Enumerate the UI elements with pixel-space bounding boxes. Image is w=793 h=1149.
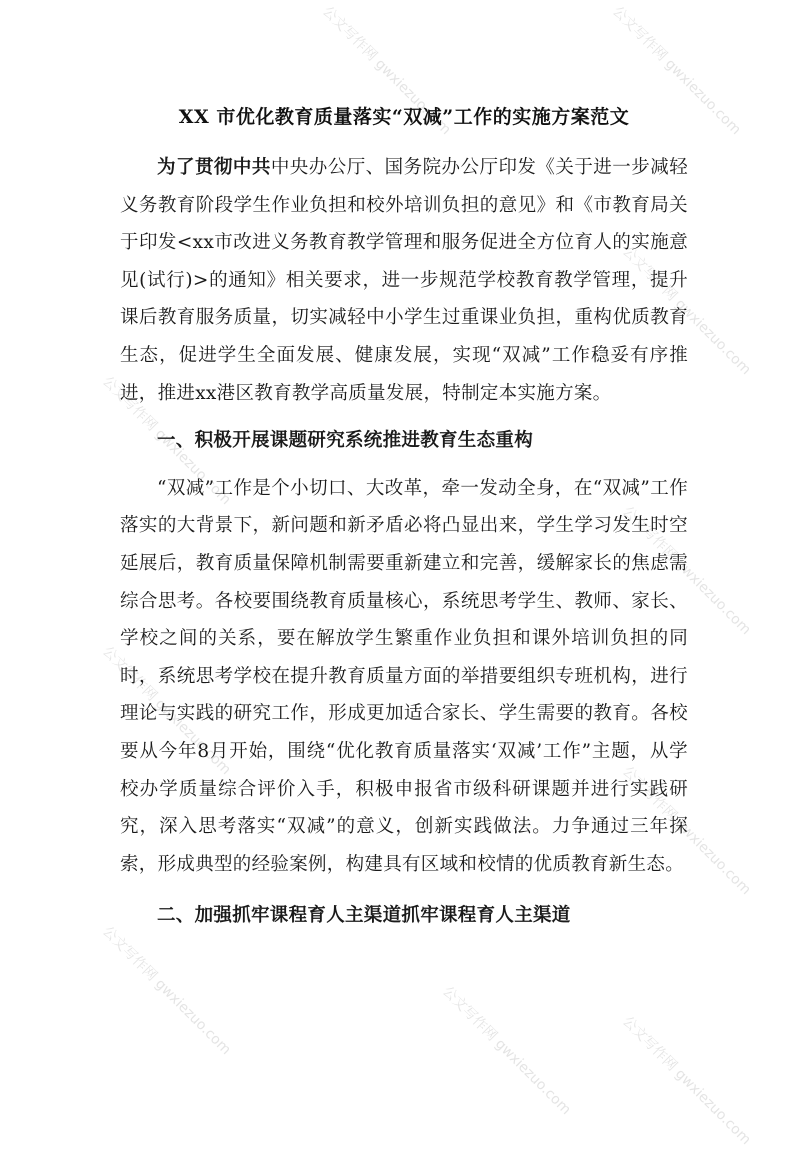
- watermark: 公文写作网 gwxiezuo.com: [99, 643, 234, 779]
- section-1-paragraph: “双减”工作是个小切口、大改革，牵一发动全身，在“双减”工作落实的大背景下，新问题和新矛盾必将凸显出来，学生学习发生时空延展后，教育质量保障机制需要重新建立和完善，缓解家长的焦虑需综合思考。各校要围绕教育质量核心，系统思考学生、教师、家长、学校之间的关系，要在解放学生繁重作业负担和课外培训负担的同时，系统思考学校在提升教育质量方面的举措要组织专班机构，进行理论与实践的研究工作，形成更加适合家长、学生需要的教育。各校要从今年8月开始，围绕“优化教育质量落实‘双减’工作”主题，从学校办学质量综合评价入手，积极申报省市级科研课题并进行实践研究，深入思考落实“双减”的意义，创新实践做法。力争通过三年探索，形成典型的经验案例，构建具有区域和校情的优质教育新生态。: [120, 477, 688, 875]
- watermark: 公文写作网 gwxiezuo.com: [319, 3, 454, 139]
- document-title: XX 市优化教育质量落实“双减”工作的实施方案范文: [178, 106, 630, 128]
- watermark: 公文写作网 gwxiezuo.com: [619, 243, 754, 379]
- watermark: 公文写作网 gwxiezuo.com: [99, 373, 234, 509]
- section-1-heading: 一、积极开展课题研究系统推进教育生态重构: [157, 430, 534, 452]
- watermark: 公文写作网 gwxiezuo.com: [439, 983, 574, 1119]
- intro-paragraph: [120, 149, 688, 412]
- watermark: 公文写作网 gwxiezuo.com: [619, 763, 754, 899]
- watermark: 公文写作网 gwxiezuo.com: [619, 1013, 754, 1149]
- intro-body: 中央办公厅、国务院办公厅印发《关于进一步减轻义务教育阶段学生作业负担和校外培训负担的意见》和《市教育局关于印发<xx市改进义务教育教学管理和服务促进全方位育人的实施意见(试行)>的通知》相关要求，进一步规范学校教育教学管理，提升课后教育服务质量，切实减轻中小学生过重课业负担，重构优质教育生态，促进学生全面发展、健康发展，实现“双减”工作稳妥有序推进，推进xx港区教育教学高质量发展，特制定本实施方案。: [120, 157, 688, 404]
- watermark: 公文写作网 gwxiezuo.com: [619, 503, 754, 639]
- document-body: [120, 96, 688, 945]
- section-2-heading: 二、加强抓牢课程育人主渠道抓牢课程育人主渠道: [157, 905, 571, 927]
- intro-lead: 为了贯彻中共: [157, 157, 271, 178]
- watermark: 公文写作网 gwxiezuo.com: [99, 923, 234, 1059]
- watermark: 公文写作网 gwxiezuo.com: [609, 3, 744, 139]
